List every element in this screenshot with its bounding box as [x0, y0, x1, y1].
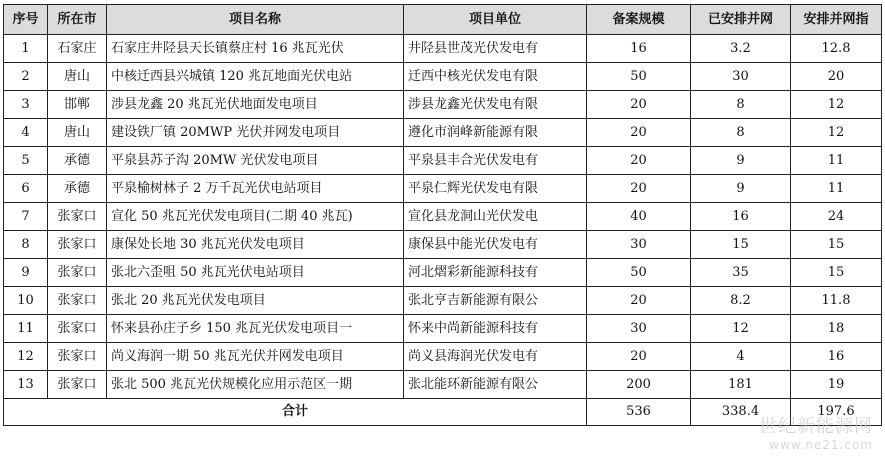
row-project-unit: 张北能环新能源有限公	[404, 371, 587, 399]
row-city: 石家庄	[48, 35, 107, 63]
row-arranged: 9	[691, 175, 791, 203]
watermark-url: www.ne21.com	[769, 438, 873, 452]
row-arranged: 12	[691, 315, 791, 343]
table-row	[4, 175, 882, 203]
row-project-unit: 怀来中尚新能源科技有	[404, 315, 587, 343]
row-project-unit: 河北熠彩新能源科技有	[404, 259, 587, 287]
row-project-name: 建设铁厂镇 20MWP 光伏并网发电项目	[107, 119, 404, 147]
row-no: 7	[4, 203, 48, 231]
header-no: 序号	[4, 5, 48, 35]
row-no: 11	[4, 315, 48, 343]
header-arranged: 已安排并网	[691, 5, 791, 35]
row-city: 承德	[48, 175, 107, 203]
row-project-name: 石家庄井陉县天长镇蔡庄村 16 兆瓦光伏	[107, 35, 404, 63]
table-row	[4, 35, 882, 63]
row-quota: 11.8	[791, 287, 882, 315]
row-project-unit: 张北亨吉新能源有限公	[404, 287, 587, 315]
row-quota: 19	[791, 371, 882, 399]
row-project-name: 张北 500 兆瓦光伏规模化应用示范区一期	[107, 371, 404, 399]
row-arranged: 16	[691, 203, 791, 231]
header-scale: 备案规模	[587, 5, 691, 35]
table-row	[4, 63, 882, 91]
table-row	[4, 147, 882, 175]
row-arranged: 8	[691, 91, 791, 119]
row-project-name: 涉县龙鑫 20 兆瓦光伏地面发电项目	[107, 91, 404, 119]
table-row	[4, 91, 882, 119]
row-quota: 11	[791, 175, 882, 203]
row-project-unit: 井陉县世茂光伏发电有	[404, 35, 587, 63]
total-label: 合计	[4, 399, 587, 426]
row-city: 唐山	[48, 119, 107, 147]
watermark-text: 世纪新能源网	[759, 416, 873, 437]
table-row	[4, 315, 882, 343]
row-scale: 30	[587, 315, 691, 343]
watermark	[759, 412, 873, 452]
row-project-name: 平泉县苏子沟 20MW 光伏发电项目	[107, 147, 404, 175]
row-quota: 11	[791, 147, 882, 175]
row-quota: 15	[791, 259, 882, 287]
row-project-name: 张北 20 兆瓦光伏发电项目	[107, 287, 404, 315]
row-scale: 30	[587, 231, 691, 259]
row-quota: 12.8	[791, 35, 882, 63]
row-scale: 20	[587, 91, 691, 119]
row-project-unit: 宣化县龙洞山光伏发电	[404, 203, 587, 231]
row-scale: 20	[587, 175, 691, 203]
row-scale: 20	[587, 147, 691, 175]
total-scale: 536	[587, 399, 691, 426]
row-quota: 18	[791, 315, 882, 343]
row-project-unit: 尚义县海润光伏发电有	[404, 343, 587, 371]
header-project-unit: 项目单位	[404, 5, 587, 35]
row-city: 张家口	[48, 315, 107, 343]
total-row	[4, 399, 882, 426]
row-city: 承德	[48, 147, 107, 175]
row-no: 9	[4, 259, 48, 287]
table-row	[4, 231, 882, 259]
row-scale: 40	[587, 203, 691, 231]
row-quota: 12	[791, 91, 882, 119]
row-project-unit: 迁西中核光伏发电有限	[404, 63, 587, 91]
row-no: 3	[4, 91, 48, 119]
row-project-unit: 涉县龙鑫光伏发电有限	[404, 91, 587, 119]
total-quota: 197.6	[791, 399, 882, 426]
row-no: 5	[4, 147, 48, 175]
row-project-unit: 遵化市润峰新能源有限	[404, 119, 587, 147]
row-arranged: 15	[691, 231, 791, 259]
row-quota: 20	[791, 63, 882, 91]
row-no: 4	[4, 119, 48, 147]
table-row	[4, 119, 882, 147]
row-no: 1	[4, 35, 48, 63]
header-row	[4, 5, 882, 35]
row-quota: 12	[791, 119, 882, 147]
row-project-name: 尚义海润一期 50 兆瓦光伏并网发电项目	[107, 343, 404, 371]
row-quota: 15	[791, 231, 882, 259]
table-row	[4, 203, 882, 231]
row-arranged: 35	[691, 259, 791, 287]
row-arranged: 4	[691, 343, 791, 371]
row-scale: 16	[587, 35, 691, 63]
row-project-name: 宣化 50 兆瓦光伏发电项目(二期 40 兆瓦)	[107, 203, 404, 231]
row-arranged: 3.2	[691, 35, 791, 63]
row-scale: 20	[587, 343, 691, 371]
table-row	[4, 287, 882, 315]
row-scale: 200	[587, 371, 691, 399]
row-city: 张家口	[48, 343, 107, 371]
row-city: 张家口	[48, 231, 107, 259]
table-row	[4, 259, 882, 287]
row-project-name: 平泉榆树林子 2 万千瓦光伏电站项目	[107, 175, 404, 203]
table-row	[4, 343, 882, 371]
row-arranged: 8.2	[691, 287, 791, 315]
row-scale: 20	[587, 287, 691, 315]
row-city: 张家口	[48, 287, 107, 315]
row-no: 13	[4, 371, 48, 399]
row-project-name: 怀来县孙庄子乡 150 兆瓦光伏发电项目一	[107, 315, 404, 343]
grid-connection-table	[3, 4, 882, 426]
row-no: 8	[4, 231, 48, 259]
row-arranged: 9	[691, 147, 791, 175]
row-no: 10	[4, 287, 48, 315]
row-project-name: 中核迁西县兴城镇 120 兆瓦地面光伏电站	[107, 63, 404, 91]
row-project-unit: 康保县中能光伏发电有	[404, 231, 587, 259]
header-project-name: 项目名称	[107, 5, 404, 35]
row-project-name: 张北六歪咀 50 兆瓦光伏电站项目	[107, 259, 404, 287]
row-arranged: 8	[691, 119, 791, 147]
row-city: 张家口	[48, 203, 107, 231]
row-arranged: 30	[691, 63, 791, 91]
row-no: 12	[4, 343, 48, 371]
total-arranged: 338.4	[691, 399, 791, 426]
header-city: 所在市	[48, 5, 107, 35]
row-project-name: 康保处长地 30 兆瓦光伏发电项目	[107, 231, 404, 259]
row-scale: 50	[587, 63, 691, 91]
row-no: 6	[4, 175, 48, 203]
row-scale: 20	[587, 119, 691, 147]
row-city: 张家口	[48, 371, 107, 399]
header-quota: 安排并网指	[791, 5, 882, 35]
row-no: 2	[4, 63, 48, 91]
row-city: 邯郸	[48, 91, 107, 119]
row-city: 唐山	[48, 63, 107, 91]
row-project-unit: 平泉县丰合光伏发电有	[404, 147, 587, 175]
row-city: 张家口	[48, 259, 107, 287]
row-scale: 50	[587, 259, 691, 287]
row-quota: 24	[791, 203, 882, 231]
table-row	[4, 371, 882, 399]
row-project-unit: 平泉仁辉光伏发电有限	[404, 175, 587, 203]
row-arranged: 181	[691, 371, 791, 399]
row-quota: 16	[791, 343, 882, 371]
